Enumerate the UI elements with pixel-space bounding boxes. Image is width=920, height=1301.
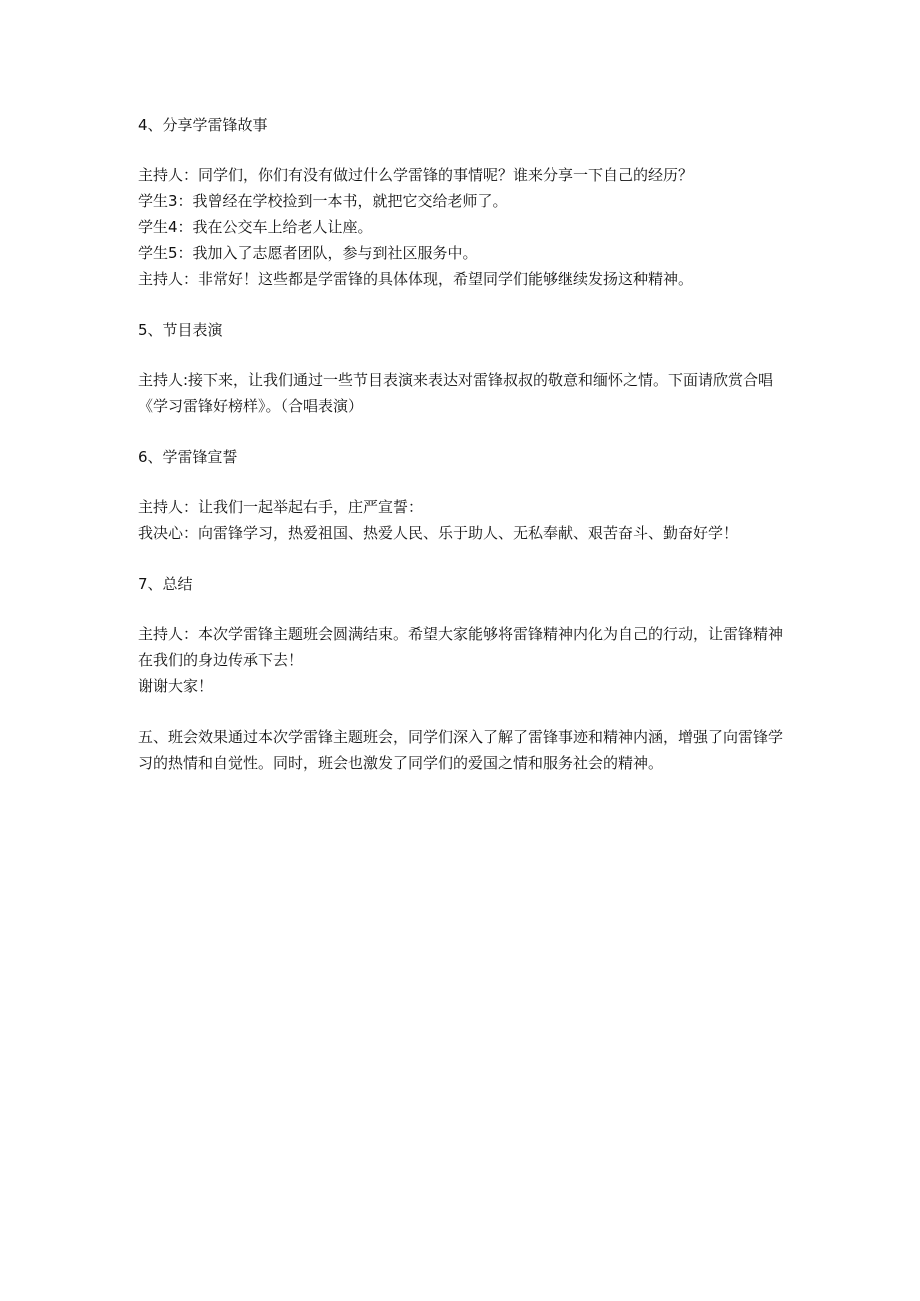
dialogue-line: 主持人：让我们一起举起右手，庄严宣誓：	[138, 498, 424, 516]
section-6	[138, 444, 788, 546]
dialogue-line: 学生3：我曾经在学校捡到一本书，就把它交给老师了。	[138, 192, 508, 210]
dialogue-line: 主持人：非常好！这些都是学雷锋的具体体现，希望同学们能够继续发扬这种精神。	[138, 270, 694, 288]
section-heading: 4、分享学雷锋故事	[138, 116, 268, 134]
dialogue-line: 主持人:接下来，让我们通过一些节目表演来表达对雷锋叔叔的敬意和缅怀之情。下面请欣赏合唱《学习雷锋好榜样》。（合唱表演）	[138, 371, 774, 415]
section-7	[138, 571, 788, 699]
dialogue-line: 主持人：同学们，你们有没有做过什么学雷锋的事情呢？谁来分享一下自己的经历？	[138, 166, 694, 184]
dialogue-line: 主持人：本次学雷锋主题班会圆满结束。希望大家能够将雷锋精神内化为自己的行动，让雷锋精神在我们的身边传承下去！	[138, 625, 784, 669]
section-4	[138, 112, 788, 292]
document-page	[138, 112, 788, 776]
section-heading: 5、节目表演	[138, 321, 223, 339]
section-5	[138, 317, 788, 419]
dialogue-line: 学生4：我在公交车上给老人让座。	[138, 218, 373, 236]
closing-thanks: 谢谢大家！	[138, 677, 214, 695]
closing-paragraph: 五、班会效果通过本次学雷锋主题班会，同学们深入了解了雷锋事迹和精神内涵，增强了向雷锋学习的热情和自觉性。同时，班会也激发了同学们的爱国之情和服务社会的精神。	[138, 728, 784, 772]
section-heading: 7、总结	[138, 575, 193, 593]
dialogue-line: 学生5：我加入了志愿者团队，参与到社区服务中。	[138, 244, 478, 262]
section-heading: 6、学雷锋宣誓	[138, 448, 238, 466]
pledge-text: 我决心：向雷锋学习，热爱祖国、热爱人民、乐于助人、无私奉献、艰苦奋斗、勤奋好学！	[138, 524, 739, 542]
